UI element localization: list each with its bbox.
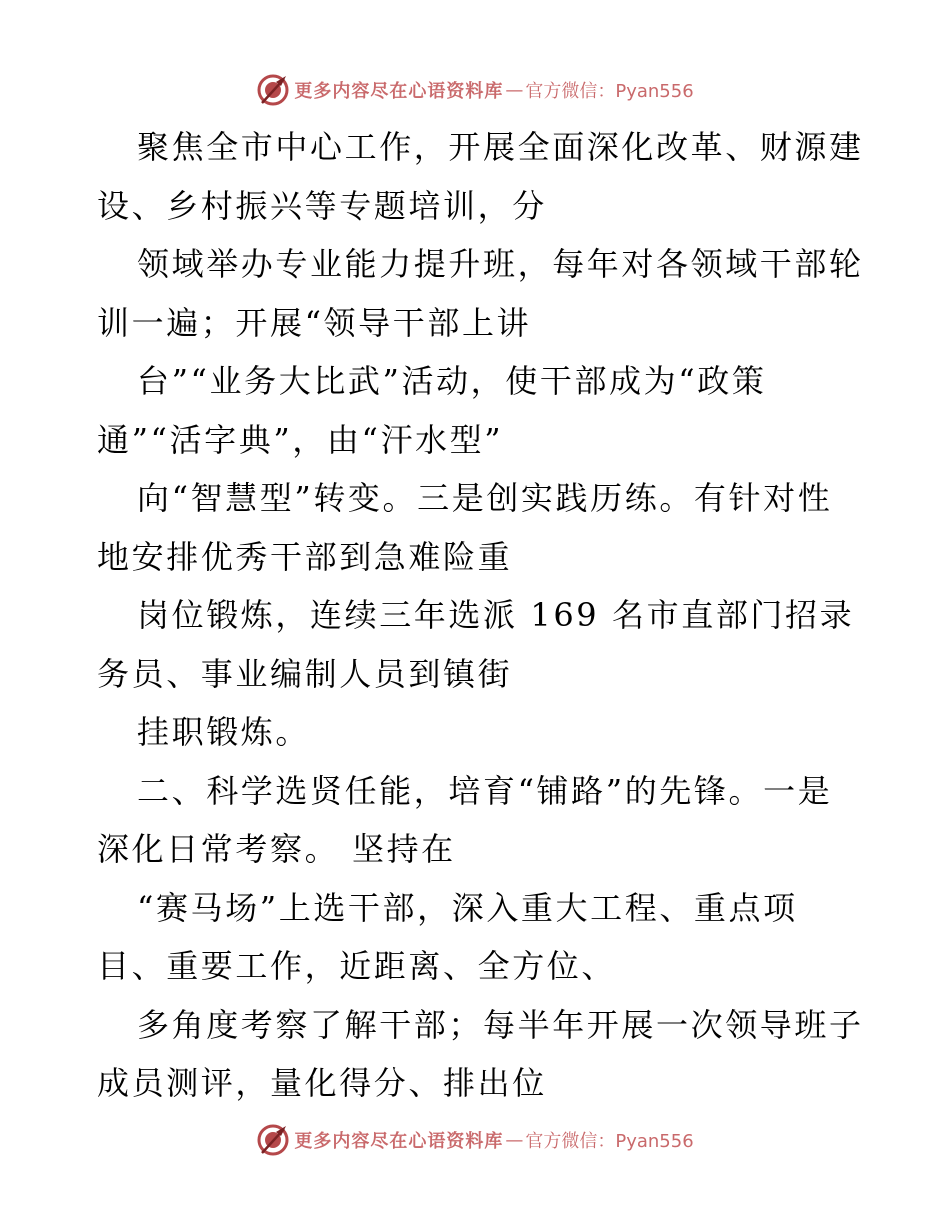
text-line: 务员、事业编制人员到镇街 [97, 654, 513, 693]
text-line: 二、科学选贤任能，培育“铺路”的先锋。一是 [137, 771, 833, 810]
text-line: 岗位锻炼，连续三年选派 169 名市直部门招录 [137, 596, 855, 634]
text-line: 聚焦全市中心工作，开展全面深化改革、财源建 [137, 128, 864, 166]
banner-separator: — [505, 79, 524, 101]
text-line: 领域举办专业能力提升班，每年对各领域干部轮 [137, 245, 864, 283]
document-body [97, 118, 864, 1113]
banner-wechat: 官方微信：Pyan556 [525, 81, 694, 102]
text-line: 深化日常考察。 坚持在 [97, 830, 456, 868]
text-line: 台”“业务大比武”活动，使干部成为“政策 [137, 362, 767, 400]
header-banner [0, 70, 950, 110]
text-line: 挂职锻炼。 [137, 713, 311, 751]
text-line: 训一遍；开展“领导干部上讲 [97, 303, 532, 342]
banner-title: 更多内容尽在心语资料库 [294, 1131, 504, 1152]
text-line: 设、乡村振兴等专题培训，分 [97, 186, 547, 225]
text-line: 成员测评，量化得分、排出位 [97, 1064, 547, 1102]
text-line: 通”“活字典”，由“汗水型” [97, 420, 504, 459]
quill-seal-icon [256, 73, 290, 107]
text-line: 地安排优秀干部到急难险重 [97, 537, 513, 576]
text-line: 目、重要工作，近距离、全方位、 [97, 947, 617, 985]
banner-wechat: 官方微信：Pyan556 [525, 1131, 694, 1152]
banner-title: 更多内容尽在心语资料库 [294, 81, 504, 102]
quill-seal-icon [256, 1123, 290, 1157]
banner-separator: — [505, 1129, 524, 1151]
text-line: 多角度考察了解干部；每半年开展一次领导班子 [137, 1005, 864, 1044]
footer-banner [0, 1120, 950, 1160]
text-line: “赛马场”上选干部，深入重大工程、重点项 [137, 888, 798, 927]
text-line: 向“智慧型”转变。三是创实践历练。有针对性 [137, 479, 833, 517]
